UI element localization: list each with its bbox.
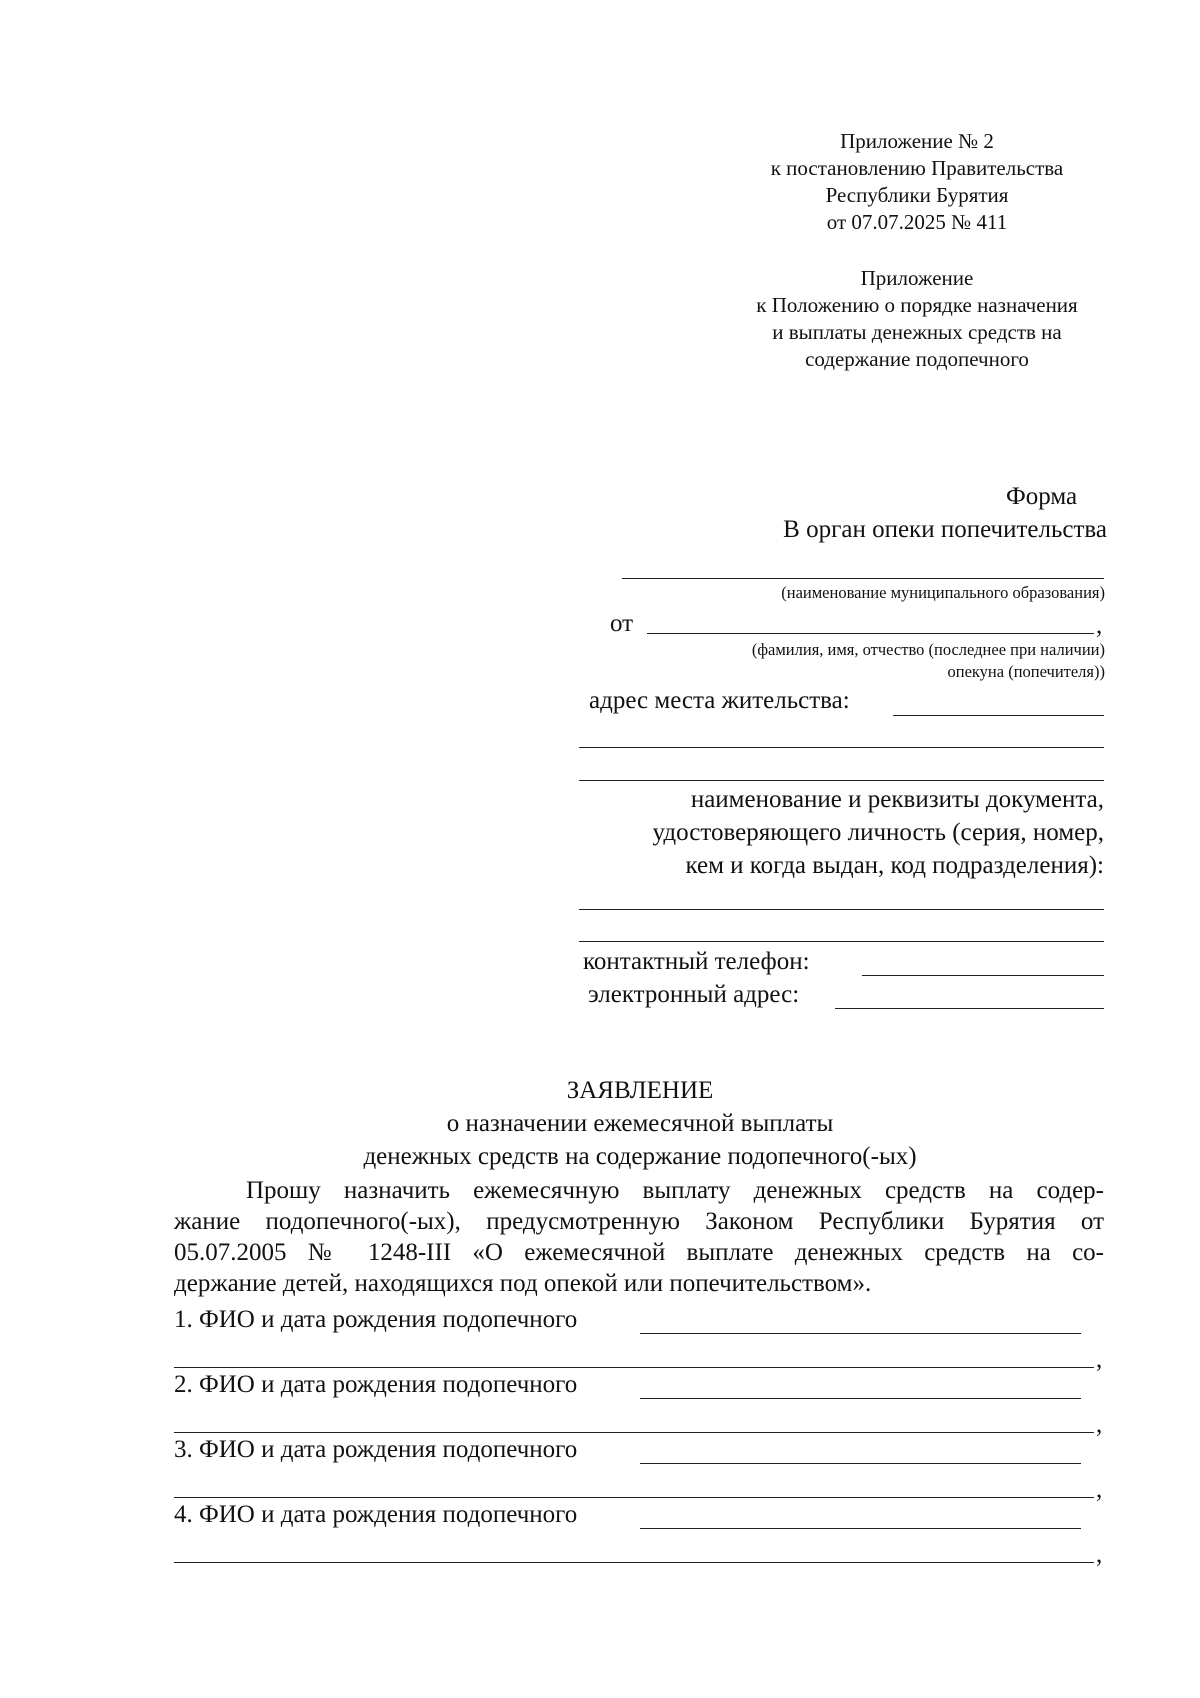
phone-label: контактный телефон: bbox=[583, 948, 810, 975]
form-label: Форма bbox=[1006, 483, 1078, 510]
ward-2-line-b[interactable] bbox=[174, 1432, 1094, 1433]
ward-4-comma: , bbox=[1096, 1541, 1103, 1568]
ward-4-line-b[interactable] bbox=[174, 1562, 1094, 1563]
body-line-3: 05.07.2005 № 1248-III «О ежемесячной выплате денежных средств на со- bbox=[174, 1239, 1104, 1266]
from-prefix: от bbox=[610, 610, 634, 637]
address-line-3[interactable] bbox=[579, 780, 1104, 781]
ward-2-line-a[interactable] bbox=[640, 1398, 1081, 1399]
fio-caption-1: (фамилия, имя, отчество (последнее при наличии) bbox=[751, 640, 1105, 659]
fio-comma: , bbox=[1096, 612, 1103, 639]
body-line-4: держание детей, находящихся под опекой или попечительством». bbox=[174, 1270, 872, 1297]
appendix-line1: Приложение bbox=[860, 266, 974, 290]
email-label: электронный адрес: bbox=[588, 981, 800, 1008]
to-body-label: В орган опеки попечительства bbox=[783, 516, 1107, 543]
statement-subtitle-1: о назначении ежемесячной выплаты bbox=[446, 1110, 834, 1137]
document-line-2[interactable] bbox=[579, 941, 1104, 942]
appendix2-line2: к постановлению Правительства bbox=[770, 156, 1064, 180]
appendix2-line3: Республики Бурятия bbox=[825, 183, 1009, 207]
doc-label-1: наименование и реквизиты документа, bbox=[690, 786, 1104, 813]
ward-2-label: 2. ФИО и дата рождения подопечного bbox=[174, 1371, 578, 1398]
statement-title: ЗАЯВЛЕНИЕ bbox=[566, 1077, 714, 1104]
ward-3-line-b[interactable] bbox=[174, 1497, 1094, 1498]
ward-1-comma: , bbox=[1096, 1346, 1103, 1373]
fio-caption-2: опекуна (попечителя)) bbox=[947, 662, 1105, 681]
document-line-1[interactable] bbox=[579, 909, 1104, 910]
ward-3-line-a[interactable] bbox=[640, 1463, 1081, 1464]
statement-subtitle-2: денежных средств на содержание подопечного(-ых) bbox=[363, 1143, 917, 1170]
guardian-fio-line[interactable] bbox=[647, 633, 1094, 634]
doc-label-2: удостоверяющего личность (серия, номер, bbox=[652, 819, 1104, 846]
body-line-2: жание подопечного(-ых), предусмотренную Законом Республики Бурятия от bbox=[174, 1208, 1104, 1235]
ward-4-line-a[interactable] bbox=[640, 1528, 1081, 1529]
appendix-line2: к Положению о порядке назначения bbox=[756, 293, 1078, 317]
ward-3-comma: , bbox=[1096, 1476, 1103, 1503]
appendix2-line1: Приложение № 2 bbox=[840, 129, 994, 153]
appendix2-line4: от 07.07.2025 № 411 bbox=[826, 210, 1008, 234]
ward-1-line-b[interactable] bbox=[174, 1367, 1094, 1368]
doc-label-3: кем и когда выдан, код подразделения): bbox=[685, 852, 1104, 879]
address-label: адрес места жительства: bbox=[589, 687, 850, 714]
ward-1-label: 1. ФИО и дата рождения подопечного bbox=[174, 1306, 578, 1333]
statement-body bbox=[174, 1175, 1104, 1299]
email-line[interactable] bbox=[835, 1008, 1104, 1009]
address-line-2[interactable] bbox=[579, 747, 1104, 748]
municipality-caption: (наименование муниципального образования) bbox=[781, 583, 1105, 602]
appendix-line4: содержание подопечного bbox=[805, 347, 1029, 371]
ward-4-label: 4. ФИО и дата рождения подопечного bbox=[174, 1501, 578, 1528]
phone-line[interactable] bbox=[862, 975, 1104, 976]
ward-1-line-a[interactable] bbox=[640, 1333, 1081, 1334]
ward-3-label: 3. ФИО и дата рождения подопечного bbox=[174, 1436, 578, 1463]
address-line-1[interactable] bbox=[893, 715, 1104, 716]
municipality-line[interactable] bbox=[622, 578, 1104, 579]
ward-2-comma: , bbox=[1096, 1411, 1103, 1438]
appendix-line3: и выплаты денежных средств на bbox=[772, 320, 1062, 344]
body-line-1: Прошу назначить ежемесячную выплату денежных средств на содер- bbox=[246, 1177, 1104, 1204]
